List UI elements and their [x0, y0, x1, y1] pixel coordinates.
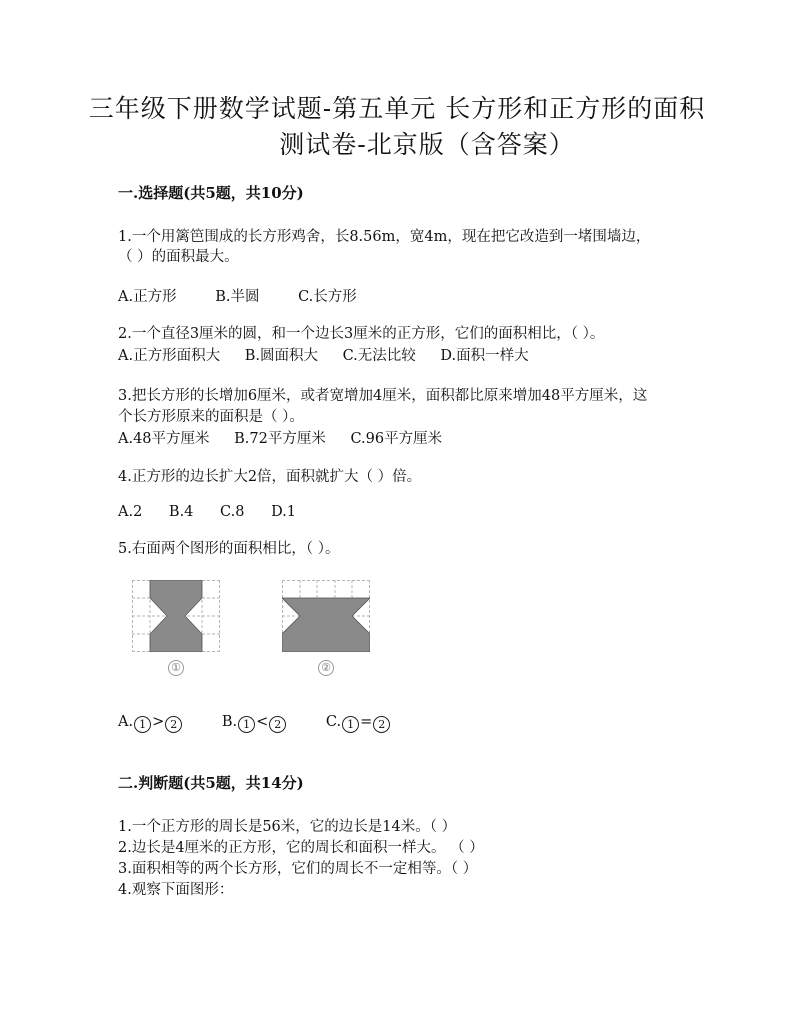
q3-option-b[interactable]: B.72平方厘米: [234, 431, 326, 447]
q5-option-a-left: 1: [134, 716, 151, 733]
page-title-line1: 三年级下册数学试题-第五单元 长方形和正方形的面积: [88, 94, 706, 123]
judge-item-3: 3.面积相等的两个长方形，它们的周长不一定相等。（ ）: [118, 861, 478, 877]
q1-line1: 1.一个用篱笆围成的长方形鸡舍，长8.56m，宽4m，现在把它改造到一堵围墙边，: [118, 229, 651, 245]
q5-option-c-left: 1: [342, 716, 359, 733]
q4-option-b[interactable]: B.4: [168, 504, 194, 520]
q5-figure2: [282, 580, 370, 652]
q5-figure1-label: ①: [168, 660, 184, 676]
q5-option-c-op: =: [360, 714, 373, 730]
q1-option-c[interactable]: C.长方形: [298, 289, 357, 305]
q4-option-c[interactable]: C.8: [220, 504, 245, 520]
q5-option-a[interactable]: [118, 714, 183, 733]
q5-options: [118, 714, 425, 733]
q2-option-b[interactable]: B.圆面积大: [244, 348, 318, 364]
q5-option-c[interactable]: [326, 714, 391, 733]
q5-option-b-left: 1: [238, 716, 255, 733]
q3-options: [118, 427, 462, 448]
q1-line2: （ ）的面积最大。: [118, 249, 239, 265]
q5-line1: 5.右面两个图形的面积相比，（ ）。: [118, 541, 340, 557]
q5-option-b[interactable]: [222, 714, 287, 733]
q5-option-b-right: 2: [269, 716, 286, 733]
q2-option-d[interactable]: D.面积一样大: [440, 348, 529, 364]
q5-option-b-prefix: B.: [221, 714, 238, 730]
q4-options: [118, 504, 318, 520]
q5-option-a-op: >: [152, 714, 165, 730]
q1-options: [118, 285, 391, 306]
q4-option-a[interactable]: A.2: [118, 504, 143, 520]
q3-line1: 3.把长方形的长增加6厘米，或者宽增加4厘米，面积都比原来增加48平方厘米，这: [118, 388, 648, 404]
q1-option-a[interactable]: A.正方形: [118, 289, 177, 305]
q3-option-a[interactable]: A.48平方厘米: [118, 431, 210, 447]
q5-option-c-right: 2: [373, 716, 390, 733]
q5-figure2-label: ②: [318, 660, 334, 676]
q5-option-b-op: <: [256, 714, 269, 730]
q3-option-c[interactable]: C.96平方厘米: [350, 431, 443, 447]
q1-option-b[interactable]: B.半圆: [215, 289, 260, 305]
q4-option-d[interactable]: D.1: [271, 504, 297, 520]
q5-option-a-right: 2: [165, 716, 182, 733]
q5-figure1: [132, 580, 220, 652]
page-title-line2: 测试卷-北京版（含答案）: [279, 130, 575, 159]
q4-line1: 4.正方形的边长扩大2倍，面积就扩大（ ）倍。: [118, 469, 422, 485]
q5-option-a-prefix: A.: [118, 714, 134, 730]
q3-line2: 个长方形原来的面积是（ ）。: [118, 409, 304, 425]
q2-options: [118, 344, 549, 365]
judge-item-1: 1.一个正方形的周长是56米，它的边长是14米。（ ）: [118, 819, 457, 835]
judge-item-4: 4.观察下面图形：: [118, 882, 234, 898]
q2-option-c[interactable]: C.无法比较: [342, 348, 416, 364]
section1-heading: 一.选择题(共5题，共10分): [118, 184, 304, 202]
q2-line1: 2.一个直径3厘米的圆，和一个边长3厘米的正方形，它们的面积相比，（ ）。: [118, 326, 605, 342]
q2-option-a[interactable]: A.正方形面积大: [118, 348, 221, 364]
judge-item-2: 2.边长是4厘米的正方形，它的周长和面积一样大。 （ ）: [118, 840, 484, 856]
section2-heading: 二.判断题(共5题，共14分): [118, 774, 304, 792]
q5-option-c-prefix: C.: [325, 714, 342, 730]
